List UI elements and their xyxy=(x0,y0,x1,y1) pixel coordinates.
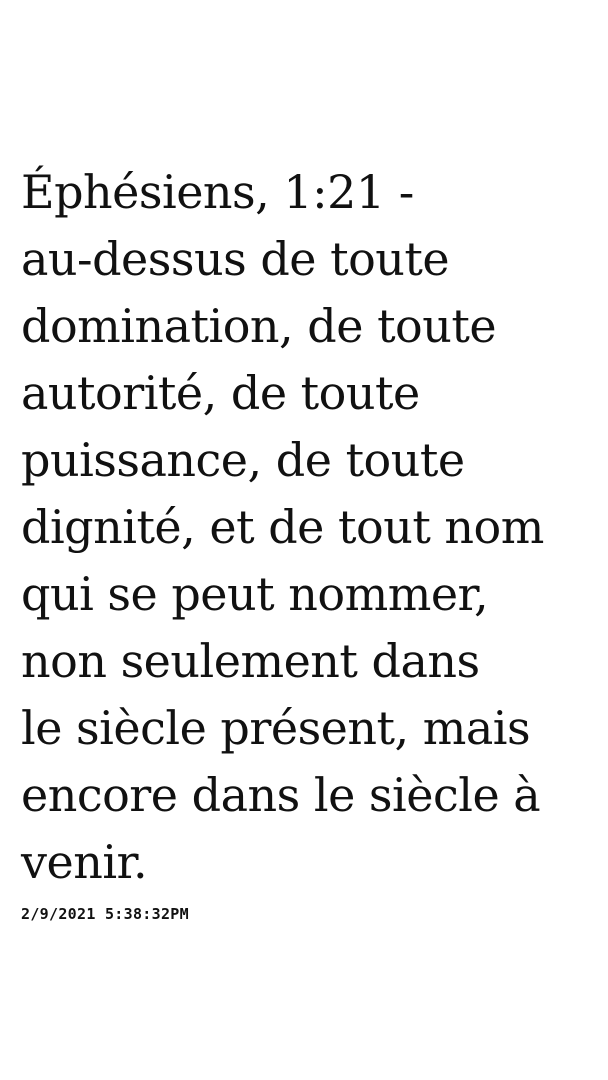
verse-line: au-dessus de toute xyxy=(21,232,450,286)
verse-line: dignité, et de tout nom xyxy=(21,500,544,554)
verse-line: encore dans le siècle à xyxy=(21,768,541,822)
verse-line: venir. xyxy=(21,835,148,889)
verse-line: puissance, de toute xyxy=(21,433,465,487)
verse-line: autorité, de toute xyxy=(21,366,420,420)
verse-line: le siècle présent, mais xyxy=(21,701,531,755)
verse-line: non seulement dans xyxy=(21,634,480,688)
verse-line: domination, de toute xyxy=(21,299,497,353)
timestamp: 2/9/2021 5:38:32PM xyxy=(21,905,189,923)
verse-line: qui se peut nommer, xyxy=(21,567,489,621)
verse-reference-line: Éphésiens, 1:21 - xyxy=(21,165,414,219)
verse-text xyxy=(21,159,601,896)
